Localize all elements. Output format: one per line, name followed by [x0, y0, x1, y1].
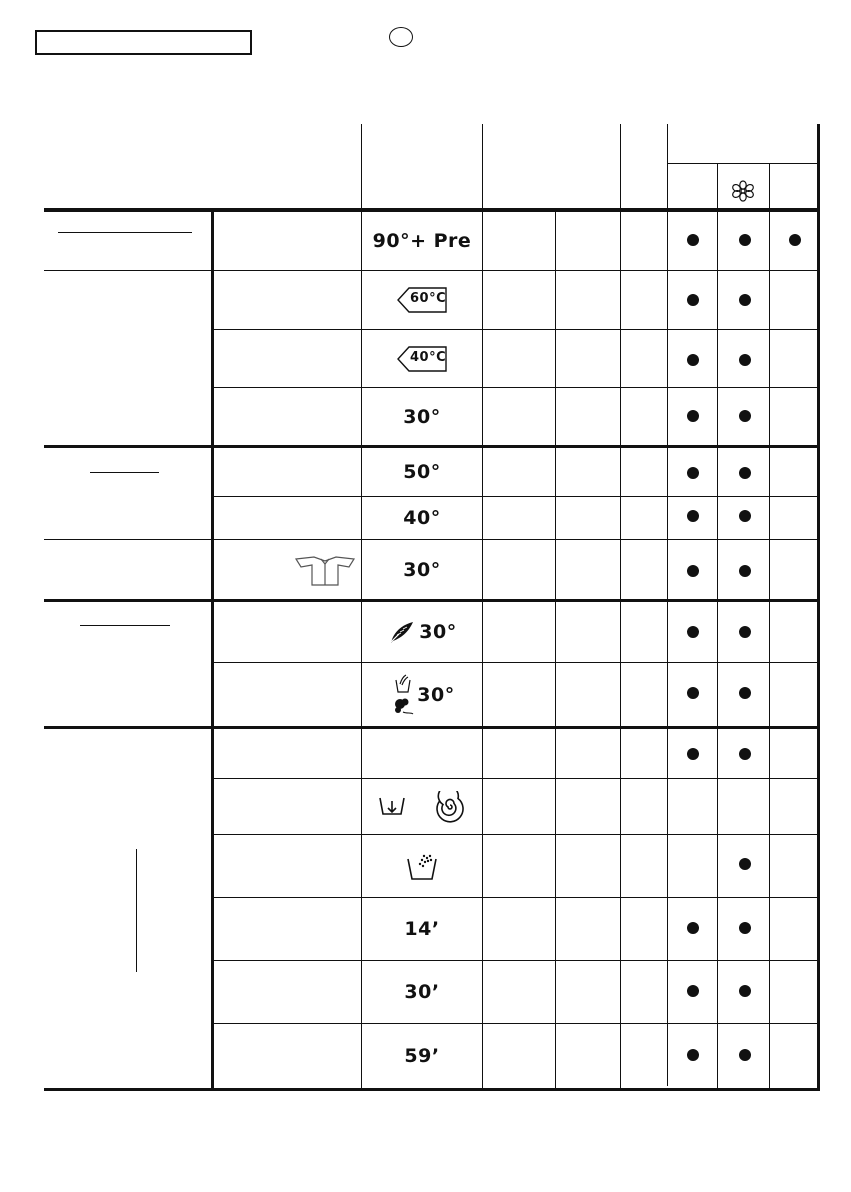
feather-icon	[387, 619, 415, 645]
header-label-box	[35, 30, 252, 55]
option-dot	[739, 687, 751, 699]
shirt-icon	[294, 555, 356, 592]
table-bottom-rule	[44, 1088, 818, 1091]
language-badge	[389, 27, 413, 47]
flower-icon	[731, 180, 755, 207]
program-temp: 40°C	[410, 350, 447, 365]
option-dot	[739, 510, 751, 522]
option-dot	[739, 410, 751, 422]
symbol-cotton-pre	[362, 212, 482, 270]
symbol-mixed-30	[362, 388, 482, 445]
symbol-drain-spin	[362, 779, 482, 834]
symbol-shirts-30	[362, 540, 482, 599]
symbol-quick-30	[362, 961, 482, 1023]
symbol-mixed-40	[362, 330, 482, 387]
symbol-hand-30	[362, 663, 482, 726]
option-dot	[687, 1049, 699, 1061]
option-dot	[687, 294, 699, 306]
program-temp: 60°C	[410, 291, 447, 306]
option-dot	[739, 565, 751, 577]
program-time: 59’	[404, 1045, 440, 1067]
symbol-rinse	[362, 835, 482, 897]
option-dot	[687, 565, 699, 577]
group-rule	[44, 726, 818, 729]
option-dot	[739, 922, 751, 934]
option-dot	[739, 467, 751, 479]
option-dot	[687, 985, 699, 997]
program-temp: 30°	[417, 683, 455, 706]
option-dot	[687, 510, 699, 522]
program-temp: 30°	[419, 621, 457, 643]
program-temp: 40°	[403, 507, 441, 529]
program-temp: 30°	[403, 405, 441, 428]
option-dot	[687, 234, 699, 246]
option-dot	[739, 354, 751, 366]
symbol-synth-40	[362, 497, 482, 539]
symbol-synth-50	[362, 448, 482, 496]
option-dot	[687, 687, 699, 699]
spin-icon	[434, 791, 466, 823]
option-dot	[687, 748, 699, 760]
program-temp: 50°	[403, 461, 441, 483]
option-dot	[739, 626, 751, 638]
symbol-mixed-60	[362, 271, 482, 329]
program-temp: 30°	[403, 558, 441, 581]
symbol-wool-30	[362, 602, 482, 662]
program-temp: 90°+ Pre	[372, 230, 472, 252]
drain-icon	[378, 794, 406, 820]
option-dot	[739, 294, 751, 306]
option-dot	[687, 467, 699, 479]
option-dot	[687, 354, 699, 366]
option-dot	[739, 1049, 751, 1061]
option-dot	[739, 985, 751, 997]
option-dot	[789, 234, 801, 246]
option-dot	[687, 626, 699, 638]
rinse-icon	[406, 851, 438, 881]
option-dot	[739, 748, 751, 760]
option-dot	[687, 410, 699, 422]
hand-wash-icon	[389, 670, 415, 720]
symbol-quick-14	[362, 898, 482, 960]
option-dot	[739, 858, 751, 870]
program-time: 30’	[404, 981, 440, 1003]
symbol-quick-59	[362, 1024, 482, 1088]
option-dot	[687, 922, 699, 934]
option-dot	[739, 234, 751, 246]
program-time: 14’	[404, 918, 440, 940]
